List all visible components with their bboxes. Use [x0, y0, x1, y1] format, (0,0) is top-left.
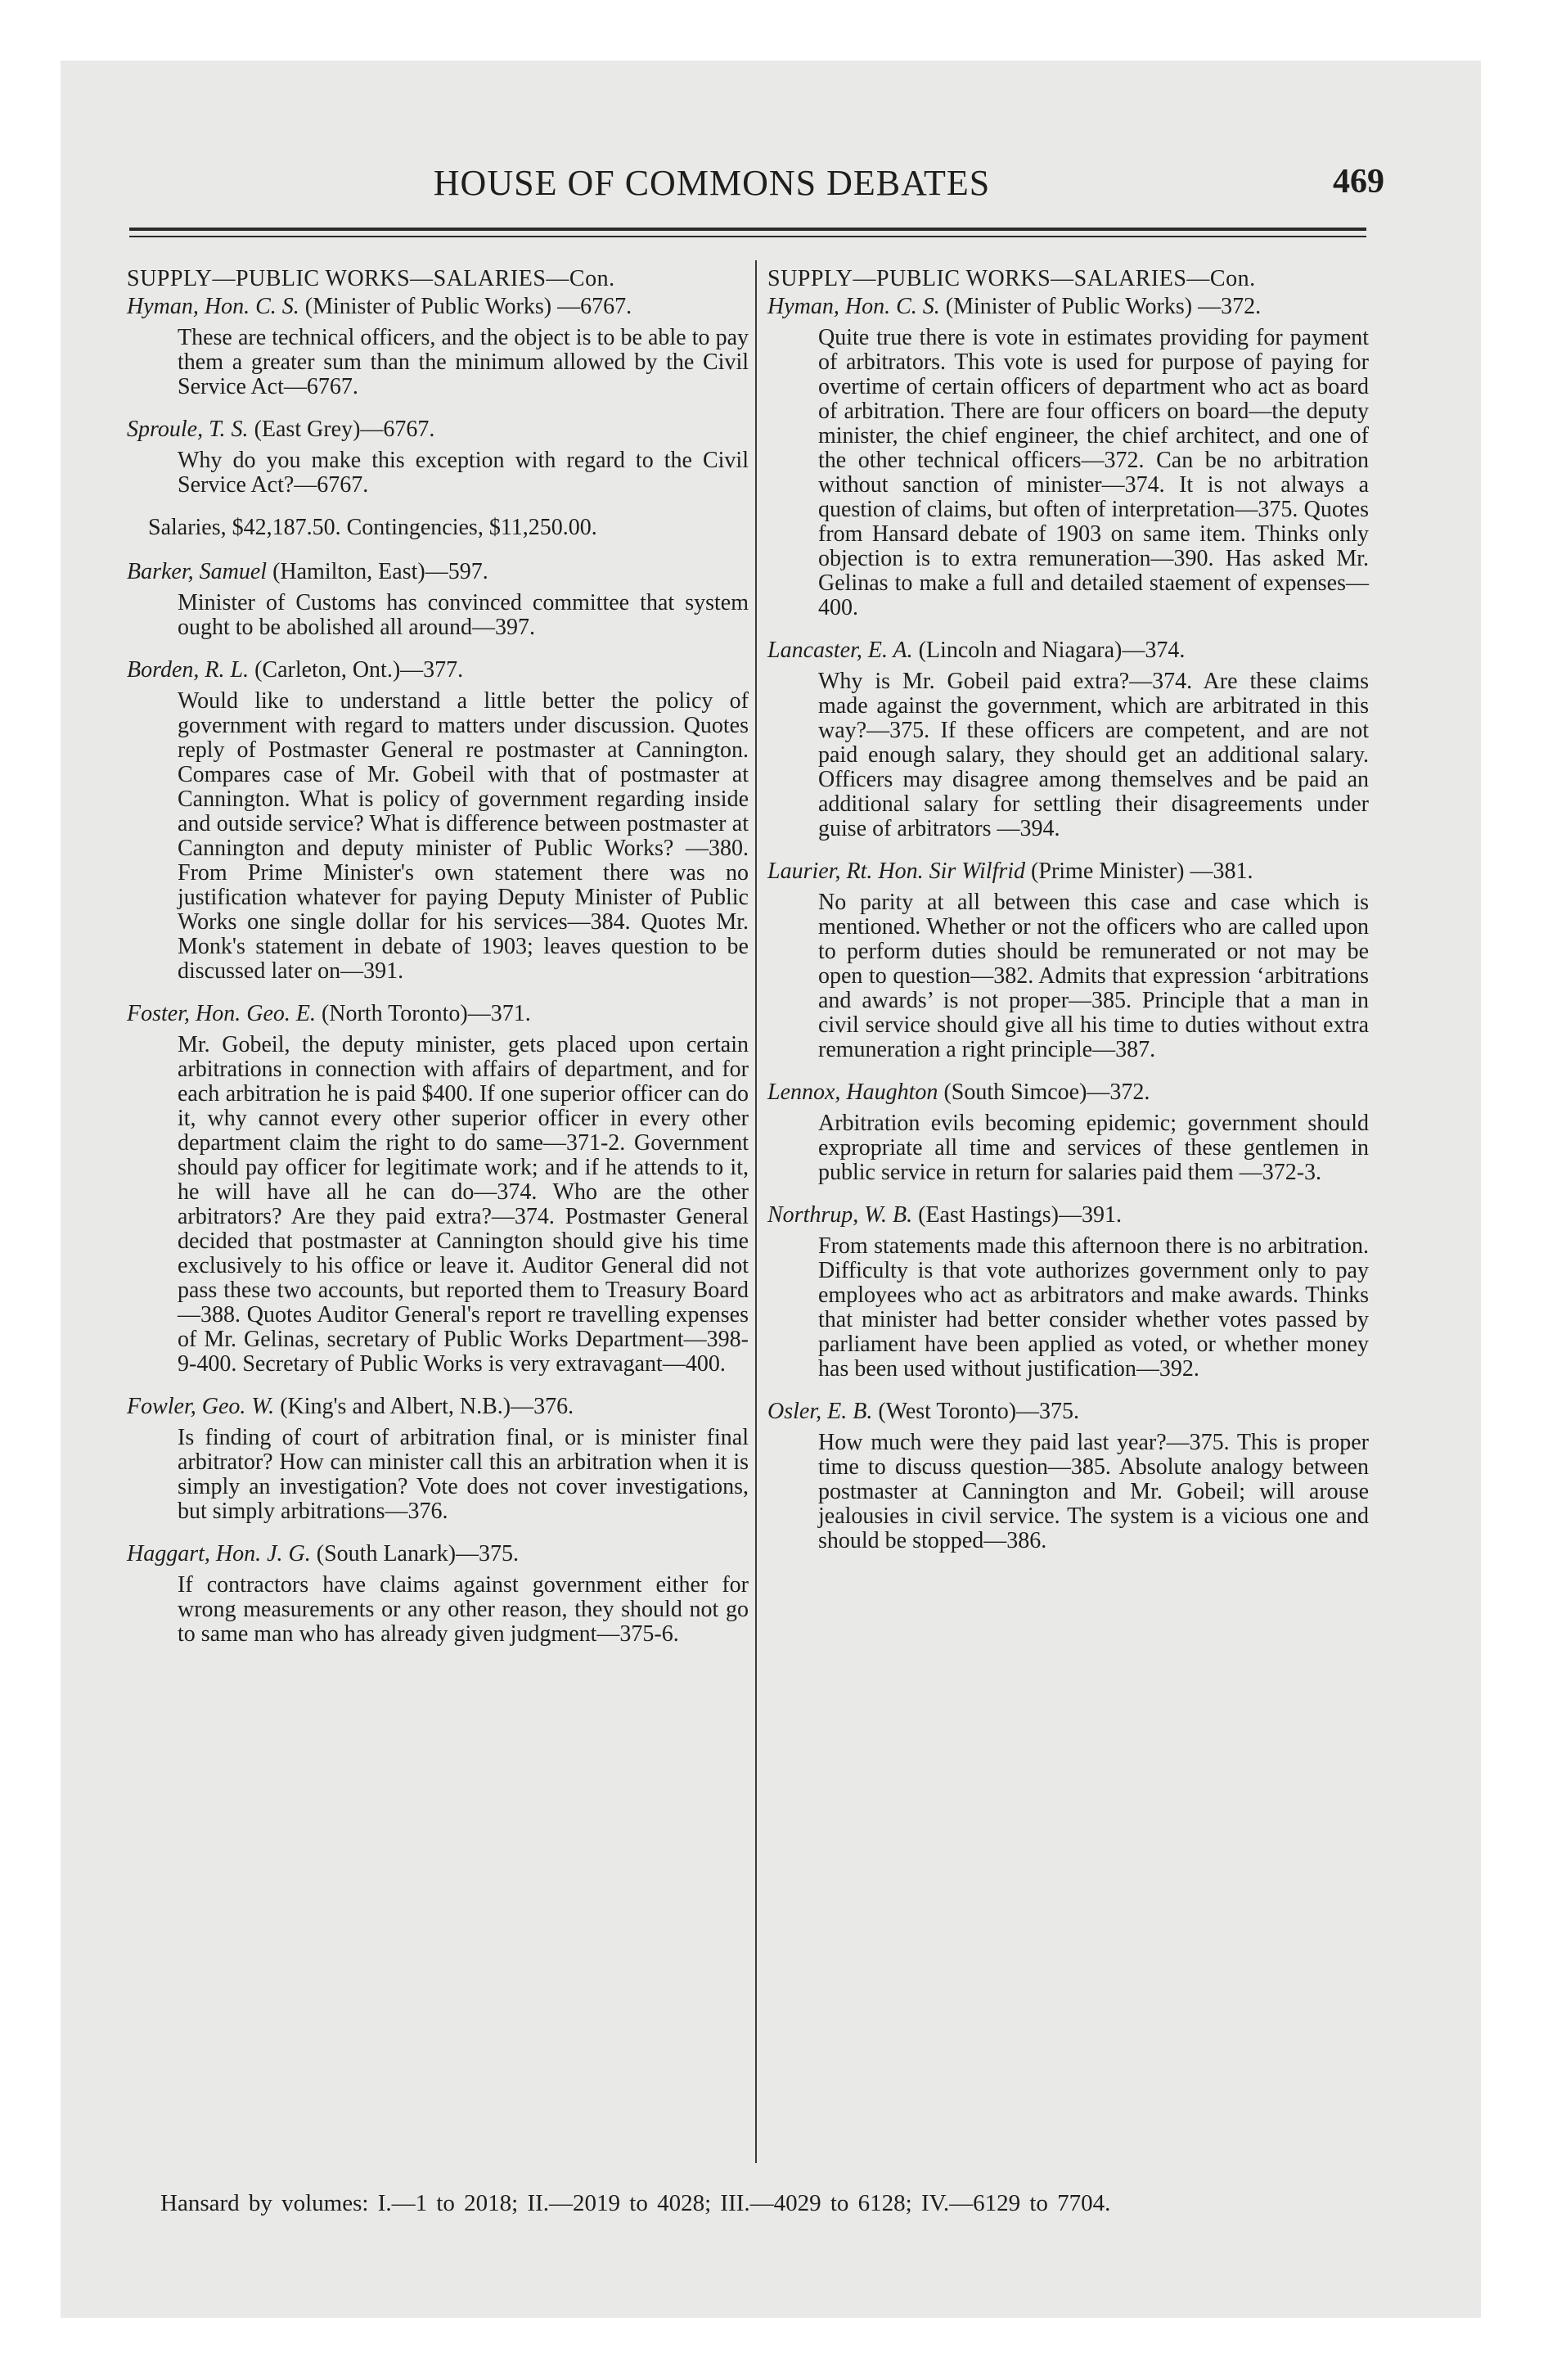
speaker-line — [767, 1080, 1369, 1105]
speaker-affiliation: (South Lanark)—375. — [316, 1541, 520, 1566]
speech-summary: Would like to understand a little better the policy of government with regard to matters under discussion. Quotes reply of Postmaster General re postmaster at Cannington. Compares case of Mr. Gobeil with that of postmaster at Cannington. What is policy of government regarding inside and outside service? What is difference between postmaster at Cannington and deputy minister of Public Works? —380. From Prime Minister's own statement there was no justification whatever for paying Deputy Minister of Public Works one single dollar for his services—384. Quotes Mr. Monk's statement in debate of 1903; leaves question to be discussed later on—391. — [178, 688, 749, 984]
section-title: SUPPLY—PUBLIC WORKS—SALARIES—Con. — [127, 266, 615, 291]
speech-summary: Why is Mr. Gobeil paid extra?—374. Are these claims made against the government, which are arbitrated in this way?—375. If these officers are competent, and are not paid enough salary, they should get an additional salary. Officers may disagree among themselves and be paid an additional salary for settling their disagreements under guise of arbitrators —394. — [818, 669, 1369, 841]
speech-summary: Why do you make this exception with regard to the Civil Service Act?—6767. — [178, 448, 749, 498]
speaker-name: Hyman, Hon. C. S. — [127, 294, 299, 319]
speaker-entry-hyman — [767, 295, 1369, 620]
speaker-affiliation: (East Hastings)—391. — [918, 1202, 1122, 1228]
speaker-line — [127, 560, 749, 584]
page-title: HOUSE OF COMMONS DEBATES — [433, 163, 991, 203]
speaker-line — [767, 638, 1369, 663]
speaker-line — [127, 417, 749, 442]
salaries-note: Salaries, $42,187.50. Contingencies, $11,250.00. — [148, 515, 597, 540]
speaker-entry-haggart — [127, 1542, 749, 1647]
speaker-line — [127, 1395, 749, 1419]
speaker-name: Laurier, Rt. Hon. Sir Wilfrid — [767, 859, 1026, 884]
speaker-line — [127, 1542, 749, 1566]
speaker-affiliation: (Lincoln and Niagara)—374. — [918, 638, 1186, 663]
speaker-affiliation: (East Grey)—6767. — [254, 417, 435, 442]
speech-summary: Mr. Gobeil, the deputy minister, gets placed upon certain arbitrations in connection with affairs of department, and for each arbitration he is paid $400. If one superior officer can do it, why cannot every other superior officer in every other department claim the right to do same—371-2. Government should pay officer for legitimate work; and if he attends to it, he will have all he can do—374. Who are the other arbitrators? Are they paid extra?—374. Postmaster General decided that postmaster at Cannington should give his time exclusively to his office or leave it. Auditor General did not pass these two accounts, but reported them to Treasury Board—388. Quotes Auditor General's report re travelling expenses of Mr. Gelinas, secretary of Public Works Department—398-9-400. Secretary of Public Works is very extravagant—400. — [178, 1032, 749, 1377]
speaker-name: Lennox, Haughton — [767, 1080, 938, 1105]
speaker-entry-borden — [127, 658, 749, 984]
speaker-affiliation: (Prime Minister) —381. — [1031, 859, 1253, 884]
speaker-line — [767, 1400, 1369, 1424]
speaker-entry-barker — [127, 560, 749, 640]
speaker-name: Northrup, W. B. — [767, 1202, 913, 1228]
speaker-line — [127, 658, 749, 683]
speech-summary: How much were they paid last year?—375. This is proper time to discuss question—385. Absolute analogy between postmaster at Cannington and Mr. Gobeil; will arouse jealousies in civil service. The system is a vicious one and should be stopped—386. — [818, 1430, 1369, 1553]
speaker-name: Foster, Hon. Geo. E. — [127, 1001, 316, 1026]
speech-summary: Minister of Customs has convinced committee that system ought to be abolished all around—397. — [178, 590, 749, 640]
right-column — [767, 267, 1369, 1571]
speaker-line — [767, 859, 1369, 884]
speaker-affiliation: (Minister of Public Works) —372. — [945, 294, 1262, 319]
header-rule-thick — [129, 228, 1366, 231]
page-number: 469 — [1333, 163, 1384, 201]
speaker-line — [767, 1203, 1369, 1228]
speaker-affiliation: (North Toronto)—371. — [321, 1001, 531, 1026]
speaker-entry-osler — [767, 1400, 1369, 1553]
column-divider — [755, 260, 757, 2163]
speaker-name: Lancaster, E. A. — [767, 638, 913, 663]
speech-summary: No parity at all between this case and case which is mentioned. Whether or not the officers who are called upon to perform duties should be remunerated or not may be open to question—382. Admits that expression ‘arbitrations and awards’ is not proper—385. Principle that a man in civil service should give all his time to duties without extra remuneration a right principle—387. — [818, 890, 1369, 1062]
hansard-volumes-footer: Hansard by volumes: I.—1 to 2018; II.—2019 to 4028; III.—4029 to 6128; IV.—6129 to 7704. — [160, 2190, 1111, 2216]
speaker-entry-foster — [127, 1002, 749, 1377]
speaker-name: Borden, R. L. — [127, 657, 250, 683]
speaker-name: Sproule, T. S. — [127, 417, 249, 442]
speech-summary: From statements made this afternoon there is no arbitration. Difficulty is that vote authorizes government only to pay employees who act as arbitrators and make awards. Thinks that minister had better consider whether votes passed by parliament have been applied as voted, or whether money has been used without justification—392. — [818, 1233, 1369, 1382]
speaker-affiliation: (Carleton, Ont.)—377. — [254, 657, 464, 683]
speaker-name: Osler, E. B. — [767, 1399, 873, 1424]
speaker-entry-northrup — [767, 1203, 1369, 1382]
speaker-affiliation: (West Toronto)—375. — [878, 1399, 1080, 1424]
speech-summary: Is finding of court of arbitration final, or is minister final arbitrator? How can minister call this an arbitration when it is simply an investigation? Vote does not cover investigations, but simply arbitrations—376. — [178, 1425, 749, 1524]
speaker-entry-hyman — [127, 295, 749, 399]
speaker-line — [767, 295, 1369, 319]
speaker-affiliation: (Hamilton, East)—597. — [272, 559, 488, 584]
speaker-entry-lancaster — [767, 638, 1369, 841]
speaker-name: Hyman, Hon. C. S. — [767, 294, 940, 319]
speaker-entry-fowler — [127, 1395, 749, 1524]
speaker-line — [127, 295, 749, 319]
speech-summary: Arbitration evils becoming epidemic; government should expropriate all time and services of these gentlemen in public service in return for salaries paid them —372-3. — [818, 1111, 1369, 1185]
speaker-line — [127, 1002, 749, 1026]
speaker-name: Barker, Samuel — [127, 559, 268, 584]
header-rule-thin — [129, 236, 1366, 237]
speech-summary: These are technical officers, and the object is to be able to pay them a greater sum than the minimum allowed by the Civil Service Act—6767. — [178, 325, 749, 399]
speech-summary: If contractors have claims against government either for wrong measurements or any other reason, they should not go to same man who has already given judgment—375-6. — [178, 1572, 749, 1647]
speaker-affiliation: (Minister of Public Works) —6767. — [304, 294, 632, 319]
speech-summary: Quite true there is vote in estimates providing for payment of arbitrators. This vote is used for purpose of paying for overtime of certain officers of department who act as board of arbitration. There are four officers on board—the deputy minister, the chief engineer, the chief architect, and one of the other technical officers—372. Can be no arbitration without sanction of minister—374. It is not always a question of claims, but often of interpretation—375. Quotes from Hansard debate of 1903 on same item. Thinks only objection is to extra remuneration—390. Has asked Mr. Gelinas to make a full and detailed staement of expenses—400. — [818, 325, 1369, 620]
speaker-entry-lennox — [767, 1080, 1369, 1185]
speaker-name: Fowler, Geo. W. — [127, 1394, 275, 1419]
section-title: SUPPLY—PUBLIC WORKS—SALARIES—Con. — [767, 266, 1256, 291]
speaker-affiliation: (King's and Albert, N.B.)—376. — [280, 1394, 574, 1419]
speaker-entry-laurier — [767, 859, 1369, 1062]
speaker-name: Haggart, Hon. J. G. — [127, 1541, 311, 1566]
left-column — [127, 267, 749, 1665]
speaker-affiliation: (South Simcoe)—372. — [943, 1080, 1150, 1105]
speaker-entry-sproule — [127, 417, 749, 498]
